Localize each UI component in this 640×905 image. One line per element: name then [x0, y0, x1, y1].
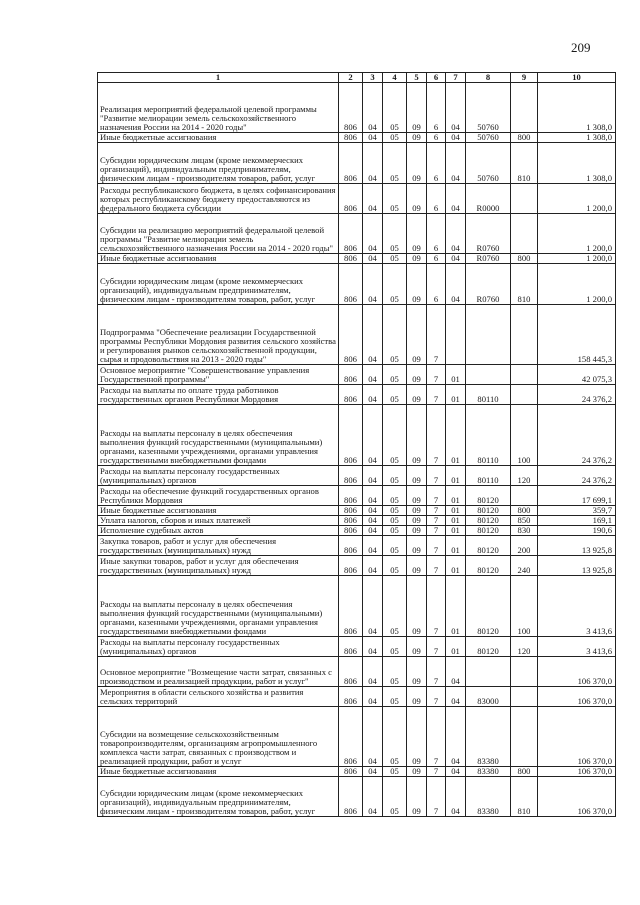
row-code-c9: 120 [511, 637, 538, 657]
row-code-c4: 05 [383, 214, 407, 254]
table-row [98, 365, 616, 385]
row-code-c6: 7 [427, 516, 446, 526]
row-amount: 3 413,6 [538, 576, 616, 637]
row-description: Расходы на выплаты персоналу государственных (муниципальных) органов [98, 466, 339, 486]
row-code-c3: 04 [363, 254, 383, 264]
row-code-c4: 05 [383, 133, 407, 143]
row-code-c8: R0760 [466, 214, 511, 254]
table-row [98, 506, 616, 516]
row-code-c6: 6 [427, 143, 446, 184]
row-description: Субсидии на возмещение сельскохозяйственным товаропроизводителям, организациям агропромышленного комплекса части затрат, связанных с производством и реализацией продукции, работ и услуг [98, 707, 339, 767]
row-code-c9 [511, 83, 538, 133]
row-code-c9: 810 [511, 143, 538, 184]
row-amount: 13 925,8 [538, 556, 616, 576]
row-code-c7: 01 [446, 516, 466, 526]
row-code-c6: 6 [427, 184, 446, 214]
row-code-c2: 806 [339, 405, 363, 466]
row-amount: 106 370,0 [538, 707, 616, 767]
row-code-c8: 83380 [466, 707, 511, 767]
row-code-c8: R0760 [466, 264, 511, 305]
row-description: Подпрограмма "Обеспечение реализации Государственной программы Республики Мордовия развития сельского хозяйства и регулирования рынков сельскохозяйственной продукции, сырья и продовольствия на 2013 - 2020 годы" [98, 305, 339, 365]
page-number: 209 [571, 40, 591, 55]
row-amount: 169,1 [538, 516, 616, 526]
row-code-c2: 806 [339, 767, 363, 777]
table-row [98, 556, 616, 576]
table-row [98, 526, 616, 536]
row-code-c7 [446, 305, 466, 365]
row-code-c4: 05 [383, 707, 407, 767]
table-row [98, 385, 616, 405]
row-code-c5: 09 [407, 466, 427, 486]
row-amount: 106 370,0 [538, 657, 616, 687]
row-code-c6: 7 [427, 637, 446, 657]
row-code-c3: 04 [363, 556, 383, 576]
row-amount: 106 370,0 [538, 777, 616, 817]
table-row [98, 466, 616, 486]
row-amount: 3 413,6 [538, 637, 616, 657]
row-code-c6: 7 [427, 536, 446, 556]
row-code-c5: 09 [407, 184, 427, 214]
row-description: Иные закупки товаров, работ и услуг для обеспечения государственных (муниципальных) нужд [98, 556, 339, 576]
row-code-c3: 04 [363, 133, 383, 143]
row-code-c5: 09 [407, 405, 427, 466]
row-code-c9 [511, 365, 538, 385]
row-code-c7: 04 [446, 657, 466, 687]
row-code-c5: 09 [407, 556, 427, 576]
row-code-c3: 04 [363, 466, 383, 486]
table-row [98, 516, 616, 526]
row-code-c2: 806 [339, 143, 363, 184]
row-code-c4: 05 [383, 365, 407, 385]
row-code-c2: 806 [339, 466, 363, 486]
row-code-c5: 09 [407, 385, 427, 405]
column-header: 8 [466, 73, 511, 83]
row-amount: 1 308,0 [538, 143, 616, 184]
budget-table [97, 72, 616, 817]
row-code-c6: 7 [427, 707, 446, 767]
row-code-c4: 05 [383, 536, 407, 556]
row-code-c8: 80120 [466, 506, 511, 516]
row-code-c7: 01 [446, 556, 466, 576]
row-code-c5: 09 [407, 264, 427, 305]
row-code-c4: 05 [383, 767, 407, 777]
row-code-c8 [466, 657, 511, 687]
row-code-c4: 05 [383, 305, 407, 365]
table-row [98, 214, 616, 254]
row-description: Иные бюджетные ассигнования [98, 133, 339, 143]
row-code-c7: 04 [446, 264, 466, 305]
table-row [98, 767, 616, 777]
row-code-c3: 04 [363, 516, 383, 526]
table-row [98, 687, 616, 707]
row-code-c8 [466, 305, 511, 365]
row-code-c9 [511, 184, 538, 214]
row-code-c8: 50760 [466, 83, 511, 133]
row-code-c2: 806 [339, 707, 363, 767]
row-amount: 106 370,0 [538, 687, 616, 707]
row-code-c6: 7 [427, 576, 446, 637]
row-amount: 359,7 [538, 506, 616, 516]
row-code-c4: 05 [383, 777, 407, 817]
row-code-c6: 7 [427, 767, 446, 777]
row-code-c8: 83380 [466, 767, 511, 777]
row-code-c5: 09 [407, 576, 427, 637]
row-code-c6: 7 [427, 385, 446, 405]
row-code-c5: 09 [407, 254, 427, 264]
row-code-c6: 7 [427, 657, 446, 687]
row-code-c6: 7 [427, 365, 446, 385]
row-code-c3: 04 [363, 143, 383, 184]
row-code-c6: 6 [427, 254, 446, 264]
row-code-c5: 09 [407, 767, 427, 777]
row-code-c3: 04 [363, 184, 383, 214]
column-header: 10 [538, 73, 616, 83]
row-code-c8: 80120 [466, 637, 511, 657]
row-description: Расходы республиканского бюджета, в целях софинансирования которых республиканскому бюджету предоставляются из федерального бюджета субсидии [98, 184, 339, 214]
row-code-c5: 09 [407, 305, 427, 365]
row-description: Субсидии юридическим лицам (кроме некоммерческих организаций), индивидуальным предпринимателям, физическим лицам - производителям товаров, работ, услуг [98, 264, 339, 305]
row-code-c8: 83000 [466, 687, 511, 707]
row-code-c2: 806 [339, 214, 363, 254]
row-code-c9: 100 [511, 576, 538, 637]
row-code-c3: 04 [363, 687, 383, 707]
table-row [98, 83, 616, 133]
row-code-c6: 7 [427, 556, 446, 576]
row-code-c8: 80120 [466, 556, 511, 576]
row-code-c7: 01 [446, 466, 466, 486]
row-code-c7: 04 [446, 254, 466, 264]
row-code-c3: 04 [363, 576, 383, 637]
row-code-c4: 05 [383, 385, 407, 405]
row-code-c9: 200 [511, 536, 538, 556]
row-description: Иные бюджетные ассигнования [98, 254, 339, 264]
row-code-c8: 80110 [466, 466, 511, 486]
column-header: 4 [383, 73, 407, 83]
row-code-c2: 806 [339, 526, 363, 536]
row-code-c2: 806 [339, 83, 363, 133]
row-code-c4: 05 [383, 687, 407, 707]
row-code-c7: 04 [446, 184, 466, 214]
row-code-c2: 806 [339, 184, 363, 214]
table-row [98, 305, 616, 365]
row-code-c2: 806 [339, 556, 363, 576]
row-description: Иные бюджетные ассигнования [98, 506, 339, 516]
row-amount: 24 376,2 [538, 405, 616, 466]
row-code-c4: 05 [383, 486, 407, 506]
row-code-c3: 04 [363, 506, 383, 516]
row-code-c4: 05 [383, 506, 407, 516]
row-code-c5: 09 [407, 657, 427, 687]
row-code-c9 [511, 657, 538, 687]
row-amount: 17 699,1 [538, 486, 616, 506]
table-row [98, 254, 616, 264]
row-code-c8: 80110 [466, 385, 511, 405]
row-description: Мероприятия в области сельского хозяйства и развития сельских территорий [98, 687, 339, 707]
row-code-c7: 04 [446, 83, 466, 133]
row-description: Расходы на выплаты персоналу в целях обеспечения выполнения функций государственными (муниципальными) органами, казенными учреждениями, органами управления государственными внебюджетными фондами [98, 405, 339, 466]
row-code-c3: 04 [363, 777, 383, 817]
row-amount: 1 308,0 [538, 133, 616, 143]
row-description: Расходы на выплаты персоналу государственных (муниципальных) органов [98, 637, 339, 657]
row-code-c3: 04 [363, 486, 383, 506]
row-description: Расходы на обеспечение функций государственных органов Республики Мордовия [98, 486, 339, 506]
row-code-c3: 04 [363, 365, 383, 385]
row-code-c3: 04 [363, 707, 383, 767]
header-row [98, 73, 616, 83]
row-amount: 1 200,0 [538, 214, 616, 254]
row-code-c9 [511, 214, 538, 254]
row-code-c2: 806 [339, 385, 363, 405]
row-code-c9: 810 [511, 264, 538, 305]
table-row [98, 536, 616, 556]
row-amount: 1 308,0 [538, 83, 616, 133]
row-code-c9 [511, 385, 538, 405]
row-code-c7: 04 [446, 133, 466, 143]
row-code-c8: 80120 [466, 526, 511, 536]
row-code-c8: 83380 [466, 777, 511, 817]
row-amount: 42 075,3 [538, 365, 616, 385]
row-description: Иные бюджетные ассигнования [98, 767, 339, 777]
row-code-c7: 04 [446, 214, 466, 254]
row-code-c3: 04 [363, 657, 383, 687]
row-code-c2: 806 [339, 687, 363, 707]
row-code-c6: 6 [427, 264, 446, 305]
row-code-c2: 806 [339, 657, 363, 687]
row-code-c6: 7 [427, 506, 446, 516]
table-row [98, 576, 616, 637]
row-amount: 24 376,2 [538, 385, 616, 405]
column-header: 1 [98, 73, 339, 83]
row-code-c9 [511, 305, 538, 365]
row-description: Реализация мероприятий федеральной целевой программы "Развитие мелиорации земель сельскохозяйственного назначения России на 2014 - 2020 годы" [98, 83, 339, 133]
row-code-c9 [511, 687, 538, 707]
table-row [98, 486, 616, 506]
table-row [98, 264, 616, 305]
row-code-c6: 7 [427, 777, 446, 817]
row-code-c8: 80120 [466, 486, 511, 506]
row-code-c9: 120 [511, 466, 538, 486]
row-amount: 1 200,0 [538, 264, 616, 305]
row-description: Субсидии юридическим лицам (кроме некоммерческих организаций), индивидуальным предпринимателям, физическим лицам - производителям товаров, работ, услуг [98, 777, 339, 817]
row-code-c4: 05 [383, 184, 407, 214]
row-code-c6: 7 [427, 486, 446, 506]
row-code-c6: 6 [427, 133, 446, 143]
row-code-c9 [511, 707, 538, 767]
row-code-c2: 806 [339, 365, 363, 385]
row-code-c3: 04 [363, 214, 383, 254]
row-code-c3: 04 [363, 264, 383, 305]
row-code-c4: 05 [383, 466, 407, 486]
row-description: Расходы на выплаты по оплате труда работников государственных органов Республики Мордовия [98, 385, 339, 405]
row-description: Основное мероприятие "Возмещение части затрат, связанных с производством и реализацией продукции, работ и услуг" [98, 657, 339, 687]
row-code-c4: 05 [383, 576, 407, 637]
row-description: Субсидии на реализацию мероприятий федеральной целевой программы "Развитие мелиорации земель сельскохозяйственного назначения России на 2014 - 2020 годы" [98, 214, 339, 254]
table-row [98, 637, 616, 657]
row-code-c5: 09 [407, 133, 427, 143]
row-code-c7: 01 [446, 405, 466, 466]
row-code-c5: 09 [407, 536, 427, 556]
row-amount: 106 370,0 [538, 767, 616, 777]
row-code-c8: 50760 [466, 133, 511, 143]
row-code-c3: 04 [363, 637, 383, 657]
row-code-c2: 806 [339, 133, 363, 143]
row-code-c7: 01 [446, 486, 466, 506]
row-code-c2: 806 [339, 486, 363, 506]
row-code-c2: 806 [339, 254, 363, 264]
row-code-c7: 04 [446, 143, 466, 184]
row-code-c8: 80110 [466, 405, 511, 466]
row-code-c5: 09 [407, 365, 427, 385]
row-code-c4: 05 [383, 637, 407, 657]
row-code-c7: 01 [446, 526, 466, 536]
column-header: 3 [363, 73, 383, 83]
row-code-c5: 09 [407, 83, 427, 133]
row-amount: 1 200,0 [538, 184, 616, 214]
table-row [98, 657, 616, 687]
row-code-c9: 800 [511, 767, 538, 777]
row-code-c7: 04 [446, 767, 466, 777]
row-code-c7: 01 [446, 365, 466, 385]
row-code-c8: 80120 [466, 516, 511, 526]
column-header: 5 [407, 73, 427, 83]
column-header: 2 [339, 73, 363, 83]
row-code-c2: 806 [339, 536, 363, 556]
row-amount: 24 376,2 [538, 466, 616, 486]
row-code-c7: 04 [446, 707, 466, 767]
row-code-c4: 05 [383, 405, 407, 466]
row-code-c4: 05 [383, 143, 407, 184]
row-amount: 1 200,0 [538, 254, 616, 264]
row-code-c9: 240 [511, 556, 538, 576]
row-code-c9: 830 [511, 526, 538, 536]
row-code-c4: 05 [383, 254, 407, 264]
row-code-c9: 800 [511, 506, 538, 516]
row-code-c5: 09 [407, 516, 427, 526]
table-body [98, 83, 616, 817]
row-code-c7: 04 [446, 687, 466, 707]
row-code-c6: 7 [427, 305, 446, 365]
column-header: 9 [511, 73, 538, 83]
row-code-c2: 806 [339, 516, 363, 526]
row-code-c3: 04 [363, 305, 383, 365]
table-row [98, 133, 616, 143]
table-row [98, 707, 616, 767]
row-code-c8: 50760 [466, 143, 511, 184]
row-code-c5: 09 [407, 506, 427, 516]
table-row [98, 777, 616, 817]
row-code-c3: 04 [363, 767, 383, 777]
row-description: Субсидии юридическим лицам (кроме некоммерческих организаций), индивидуальным предпринимателям, физическим лицам - производителям товаров, работ, услуг [98, 143, 339, 184]
row-code-c6: 6 [427, 214, 446, 254]
row-code-c3: 04 [363, 405, 383, 466]
row-code-c7: 04 [446, 777, 466, 817]
row-code-c4: 05 [383, 264, 407, 305]
row-code-c5: 09 [407, 687, 427, 707]
row-code-c5: 09 [407, 777, 427, 817]
row-amount: 158 445,3 [538, 305, 616, 365]
row-code-c9 [511, 486, 538, 506]
row-code-c2: 806 [339, 576, 363, 637]
row-code-c7: 01 [446, 576, 466, 637]
row-code-c7: 01 [446, 385, 466, 405]
row-code-c9: 800 [511, 133, 538, 143]
row-code-c5: 09 [407, 214, 427, 254]
row-code-c9: 810 [511, 777, 538, 817]
column-header: 6 [427, 73, 446, 83]
row-code-c3: 04 [363, 83, 383, 133]
row-code-c2: 806 [339, 264, 363, 305]
row-description: Основное мероприятие "Совершенствование управления Государственной программы" [98, 365, 339, 385]
row-amount: 13 925,8 [538, 536, 616, 556]
row-code-c9: 800 [511, 254, 538, 264]
row-code-c5: 09 [407, 143, 427, 184]
row-code-c5: 09 [407, 526, 427, 536]
row-code-c8: 80120 [466, 576, 511, 637]
row-code-c5: 09 [407, 707, 427, 767]
row-code-c6: 7 [427, 687, 446, 707]
row-description: Закупка товаров, работ и услуг для обеспечения государственных (муниципальных) нужд [98, 536, 339, 556]
row-code-c3: 04 [363, 526, 383, 536]
row-code-c7: 01 [446, 637, 466, 657]
row-code-c7: 01 [446, 536, 466, 556]
row-code-c2: 806 [339, 305, 363, 365]
row-code-c2: 806 [339, 637, 363, 657]
row-code-c4: 05 [383, 83, 407, 133]
table-row [98, 184, 616, 214]
row-code-c8: 80120 [466, 536, 511, 556]
row-code-c2: 806 [339, 777, 363, 817]
row-code-c4: 05 [383, 516, 407, 526]
row-code-c8: R0760 [466, 254, 511, 264]
row-code-c5: 09 [407, 637, 427, 657]
row-code-c7: 01 [446, 506, 466, 516]
row-code-c2: 806 [339, 506, 363, 516]
table-row [98, 143, 616, 184]
row-code-c9: 850 [511, 516, 538, 526]
row-code-c6: 7 [427, 526, 446, 536]
row-code-c8 [466, 365, 511, 385]
row-code-c6: 6 [427, 83, 446, 133]
row-code-c5: 09 [407, 486, 427, 506]
row-code-c3: 04 [363, 536, 383, 556]
table-row [98, 405, 616, 466]
row-description: Уплата налогов, сборов и иных платежей [98, 516, 339, 526]
row-description: Расходы на выплаты персоналу в целях обеспечения выполнения функций государственными (муниципальными) органами, казенными учреждениями, органами управления государственными внебюджетными фондами [98, 576, 339, 637]
row-code-c6: 7 [427, 466, 446, 486]
row-code-c9: 100 [511, 405, 538, 466]
row-code-c8: R0000 [466, 184, 511, 214]
row-code-c4: 05 [383, 556, 407, 576]
column-header: 7 [446, 73, 466, 83]
row-code-c6: 7 [427, 405, 446, 466]
row-code-c4: 05 [383, 526, 407, 536]
row-code-c4: 05 [383, 657, 407, 687]
row-code-c3: 04 [363, 385, 383, 405]
row-description: Исполнение судебных актов [98, 526, 339, 536]
row-amount: 190,6 [538, 526, 616, 536]
